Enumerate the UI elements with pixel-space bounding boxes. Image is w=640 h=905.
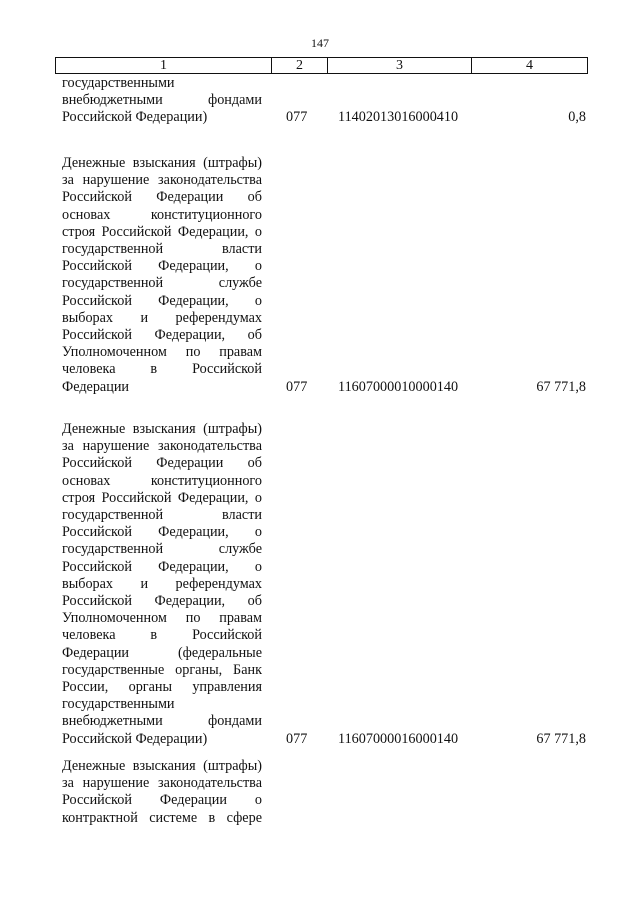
description-line: государственными (62, 75, 175, 91)
column-header-4: 4 (472, 58, 588, 74)
page-number: 147 (311, 36, 329, 50)
description-line: внебюджетными фондами (62, 713, 262, 730)
row-description (62, 75, 262, 127)
description-line: выборах и референдумах (62, 575, 262, 592)
description-line: за нарушение законодательства (62, 775, 262, 792)
description-line: Уполномоченном по правам (62, 344, 262, 361)
kbk-code: 11402013016000410 (338, 109, 459, 125)
description-line: человека в Российской (62, 361, 262, 378)
description-line: Российской Федерации об (62, 189, 262, 206)
description-line: государственной службе (62, 541, 262, 558)
admin-code: 077 (286, 731, 308, 747)
description-line: Денежные взыскания (штрафы) (62, 421, 262, 437)
row-description (62, 758, 262, 827)
description-line: государственные органы, Банк (62, 661, 262, 678)
description-line: Уполномоченном по правам (62, 610, 262, 627)
description-line: Российской Федерации) (62, 730, 208, 747)
description-line: Российской Федерации, о (62, 292, 262, 309)
description-line: за нарушение законодательства (62, 172, 262, 189)
row-description (62, 421, 262, 748)
amount: 67 771,8 (536, 379, 586, 395)
description-line: России, органы управления (62, 679, 262, 696)
admin-code: 077 (286, 109, 308, 125)
description-line: Федерации (62, 378, 130, 395)
description-line: Федерации (федеральные (62, 644, 262, 661)
amount: 0,8 (568, 109, 586, 125)
kbk-code: 11607000016000140 (338, 731, 459, 747)
description-line: строя Российской Федерации, о (62, 223, 262, 240)
description-line: Российской Федерации, о (62, 558, 262, 575)
admin-code: 077 (286, 379, 308, 395)
kbk-code: 11607000010000140 (338, 379, 459, 395)
description-line: Российской Федерации, о (62, 258, 262, 275)
amount: 67 771,8 (536, 731, 586, 747)
description-line: основах конституционного (62, 206, 262, 223)
description-line: Российской Федерации, об (62, 593, 262, 610)
description-line: государственной службе (62, 275, 262, 292)
description-line: за нарушение законодательства (62, 438, 262, 455)
description-line: Российской Федерации об (62, 455, 262, 472)
description-line: Денежные взыскания (штрафы) (62, 155, 262, 171)
description-line: Российской Федерации, об (62, 327, 262, 344)
description-line: основах конституционного (62, 472, 262, 489)
description-line: Российской Федерации, о (62, 524, 262, 541)
description-line: государственной власти (62, 241, 262, 258)
column-header-2: 2 (272, 58, 328, 74)
description-line: выборах и референдумах (62, 309, 262, 326)
row-description (62, 155, 262, 396)
description-line: Российской Федерации) (62, 109, 208, 126)
description-line: Денежные взыскания (штрафы) (62, 758, 262, 774)
description-line: государственной власти (62, 507, 262, 524)
column-header-1: 1 (56, 58, 272, 74)
table-header (55, 57, 588, 74)
description-line: государственными (62, 696, 175, 713)
description-line: строя Российской Федерации, о (62, 489, 262, 506)
description-line: внебюджетными фондами (62, 92, 262, 109)
column-header-3: 3 (328, 58, 472, 74)
description-line: человека в Российской (62, 627, 262, 644)
description-line: Российской Федерации о (62, 792, 262, 809)
description-line: контрактной системе в сфере (62, 809, 262, 826)
